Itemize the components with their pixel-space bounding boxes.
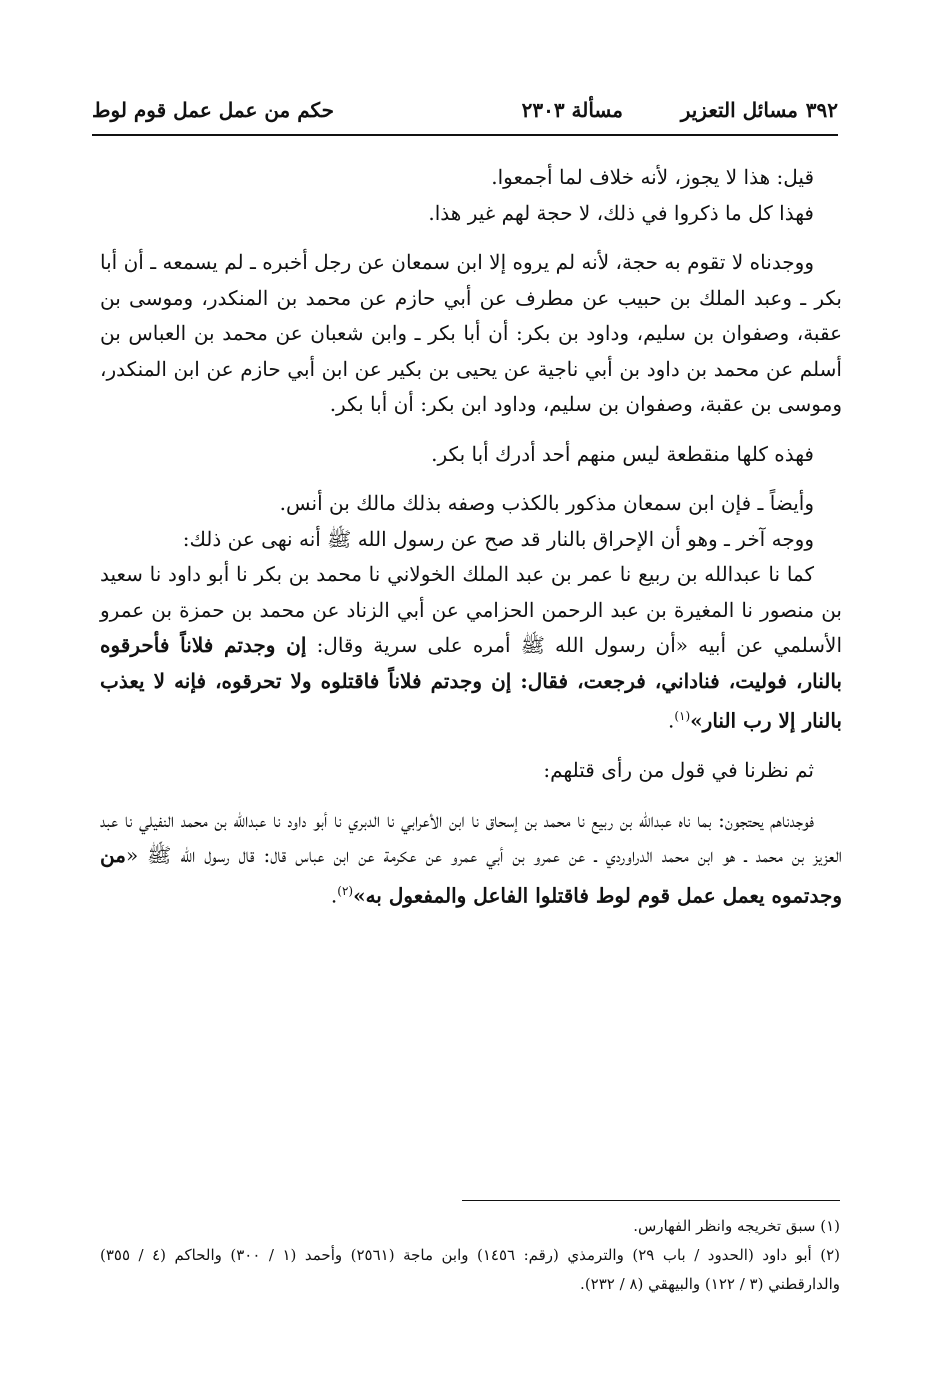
period: .: [330, 883, 338, 908]
book-title: مسائل التعزير: [680, 98, 798, 122]
hadith-text: إن وجدتم فلاناً فأحرقوه بالنار، فوليت، فناداني، فرجعت، فقال: إن وجدتم فلاناً فاقتلوه ولا تحرقوه، فإنه لا يعذب بالنار إلا رب النار»: [100, 633, 842, 733]
paragraph: ووجدناه لا تقوم به حجة، لأنه لم يروه إلا ابن سمعان عن رجل أخبره ـ لم يسمعه ـ أن أبا بكر ـ وعبد الملك بن حبيب عن مطرف عن أبي حازم عن محمد بن المنكدر، وموسى بن عقبة، وصفوان بن سليم، وداود بن بكر: أن أبا بكر ـ وابن شعبان عن محمد بن العباس بن أسلم عن محمد بن داود بن أبي ناجية عن يحيى بن بكير عن ابن أبي حازم عن ابن المنكدر، وموسى بن عقبة، وصفوان بن سليم، وداود ابن بكر: أن أبا بكر.: [100, 250, 842, 416]
footnotes: [100, 1212, 840, 1299]
paragraph: قيل: هذا لا يجوز، لأنه خلاف لما أجمعوا.: [491, 165, 814, 189]
running-header: [92, 96, 838, 130]
isnad-text: كما نا عبدالله بن ربيع نا عمر بن عبد الملك الخولاني نا محمد بن بكر نا أبو داود نا سعيد بن منصور نا المغيرة بن عبد الرحمن الحزامي عن أبي الزناد عن محمد بن حمزة بن عمرو الأسلمي عن أبيه «أن رسول الله ﷺ أمره على سرية وقال:: [100, 562, 843, 657]
page-number: ٣٩٢: [805, 98, 838, 122]
footnote: (١) سبق تخريجه وانظر الفهارس.: [633, 1217, 840, 1235]
paragraph: ثم نظرنا في قول من رأى قتلهم:: [543, 758, 814, 783]
main-text: [100, 160, 842, 914]
footnote: (٢) أبو داود (الحدود / باب ٢٩) والترمذي (رقم: ١٤٥٦) وابن ماجة (٢٥٦١) وأحمد (١ / ٣٠٠) والحاكم (٤ / ٣٥٥) والدارقطني (٣ / ١٢٢) والبيهقي (٨ / ٢٣٢).: [100, 1246, 840, 1293]
header-rule: [92, 134, 838, 136]
footnote-ref: (١): [674, 709, 691, 723]
hadith-text: من وجدتموه يعمل عمل قوم لوط فاقتلوا الفاعل والمفعول به»: [100, 843, 842, 908]
paragraph: ووجه آخر ـ وهو أن الإحراق بالنار قد صح عن رسول الله ﷺ أنه نهى عن ذلك:: [182, 526, 814, 551]
paragraph: وأيضاً ـ فإن ابن سمعان مذكور بالكذب وصفه بذلك مالك بن أنس.: [279, 491, 814, 515]
paragraph-with-hadith: [100, 803, 842, 914]
footnote-rule: [462, 1200, 840, 1201]
isnad-text: فوجدناهم يحتجون: بما ناه عبدالله بن ربيع نا محمد بن إسحاق نا ابن الأعرابي نا الدبري نا أبو داود نا عبدالله بن محمد النفيلي نا عبد العزيز بن محمد ـ هو ابن محمد الدراوردي ـ عن عمرو بن أبي عمرو عن عكرمة عن ابن عباس قال: قال رسول الله ﷺ «: [100, 807, 842, 868]
paragraph: فهذه كلها منقطعة ليس منهم أحد أدرك أبا بكر.: [431, 441, 814, 466]
section-title: حكم من عمل عمل قوم لوط: [92, 98, 334, 122]
period: .: [667, 708, 675, 733]
issue-number: مسألة ٢٣٠٣: [521, 98, 623, 122]
footnote-ref: (٢): [337, 883, 354, 898]
paragraph: فهذا كل ما ذكروا في ذلك، لا حجة لهم غير هذا.: [428, 200, 814, 225]
paragraph-with-hadith: [100, 557, 842, 739]
